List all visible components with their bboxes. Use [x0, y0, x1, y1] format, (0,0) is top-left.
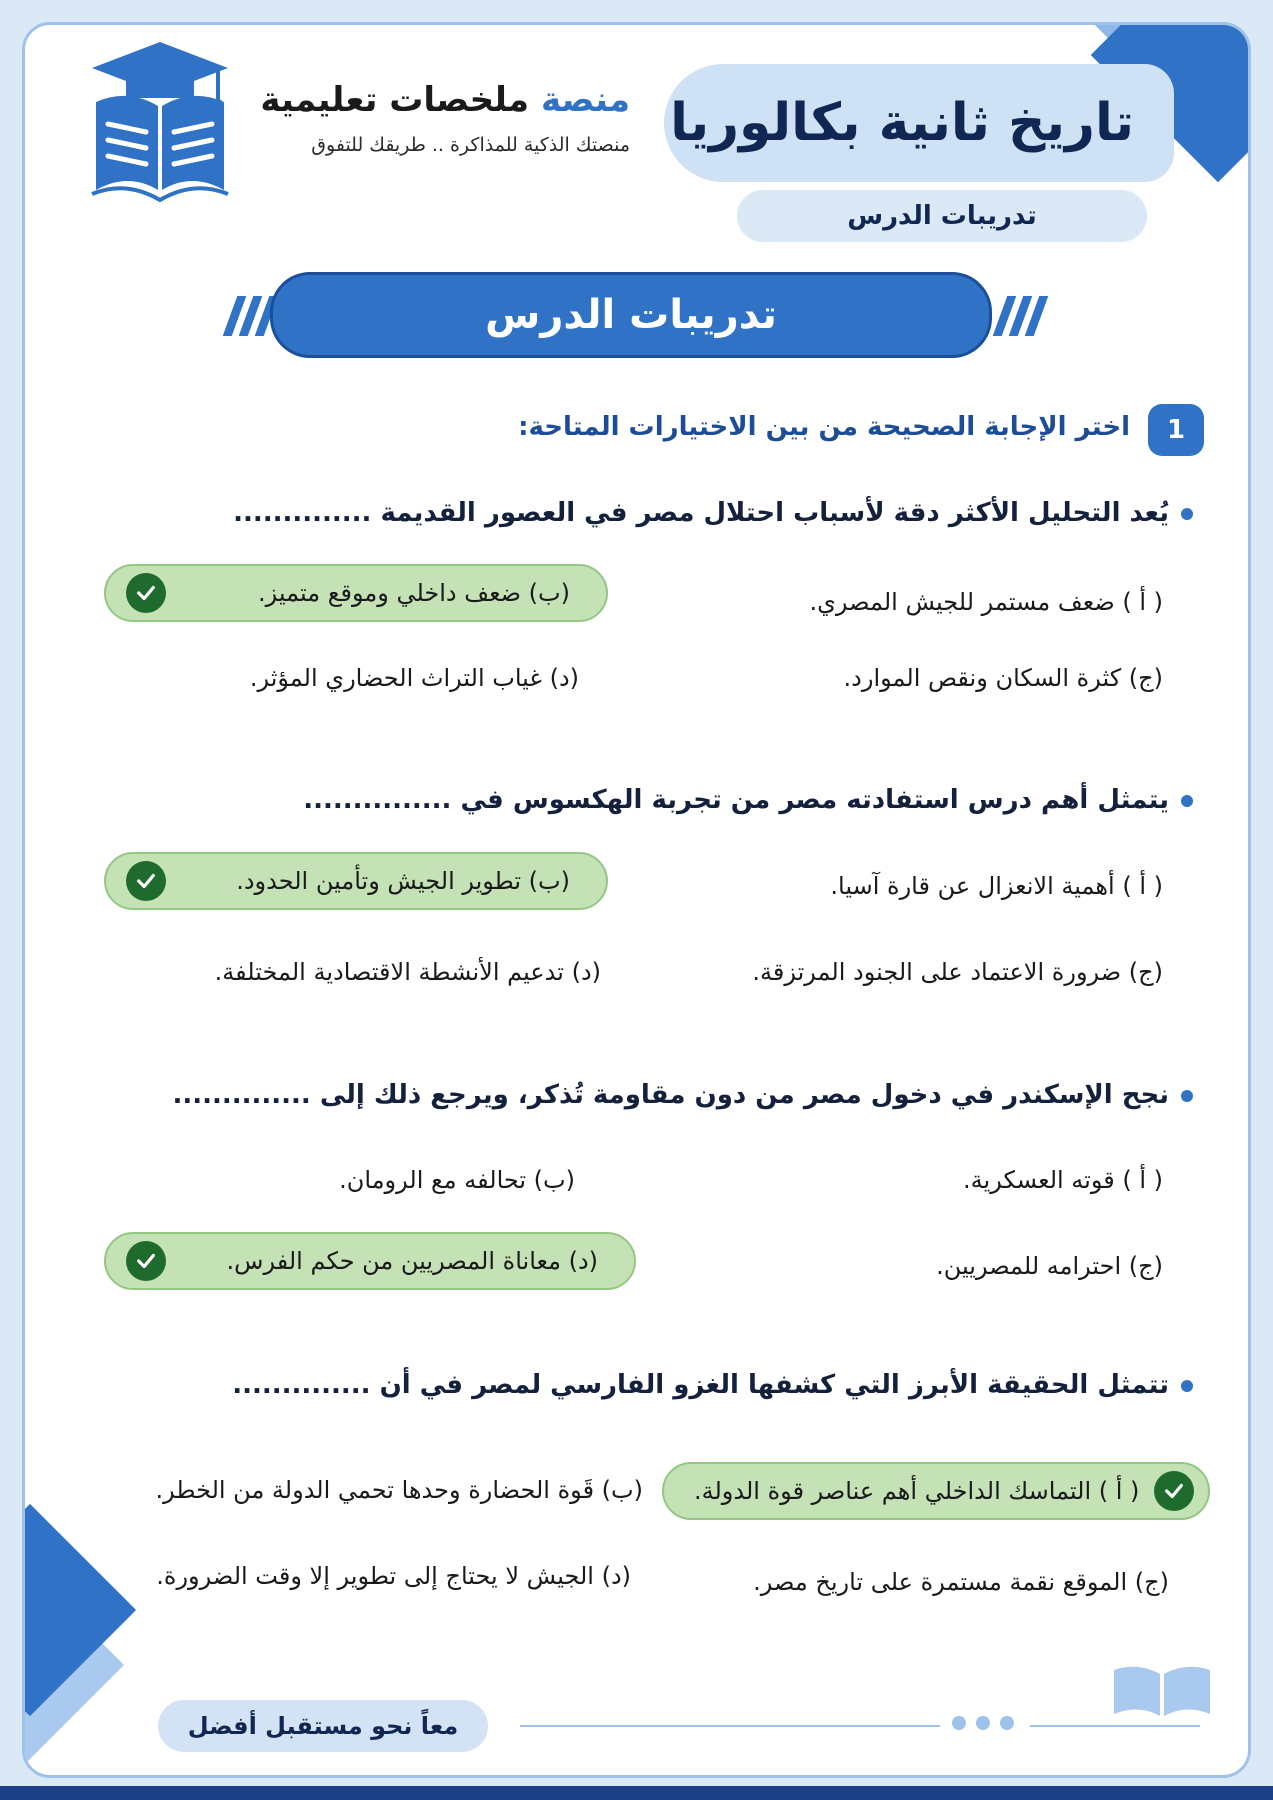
option-b[interactable]: (ب) تحالفه مع الرومان. [339, 1166, 575, 1194]
option-d: (د) معاناة المصريين من حكم الفرس. [226, 1247, 598, 1275]
option-b[interactable]: (ب) قَوة الحضارة وحدها تحمي الدولة من الخطر. [155, 1476, 643, 1504]
open-book-icon [1110, 1664, 1214, 1720]
option-b: (ب) تطوير الجيش وتأمين الحدود. [236, 867, 570, 895]
exercise-instruction: اختر الإجابة الصحيحة من بين الاختيارات المتاحة: [518, 412, 1130, 442]
correct-answer-pill[interactable] [104, 1232, 636, 1290]
check-circle-icon [1154, 1471, 1194, 1511]
option-a[interactable]: ( أ ) ضعف مستمر للجيش المصري. [809, 588, 1163, 616]
option-c[interactable]: (ج) الموقع نقمة مستمرة على تاريخ مصر. [753, 1568, 1169, 1596]
bullet-icon [1181, 508, 1193, 520]
option-a[interactable]: ( أ ) أهمية الانعزال عن قارة آسيا. [830, 872, 1163, 900]
question-2 [303, 785, 1193, 815]
banner-stripes-right [992, 296, 1052, 336]
question-text: يُعد التحليل الأكثر دقة لأسباب احتلال مصر في العصور القديمة .............. [233, 498, 1169, 528]
option-b: (ب) ضعف داخلي وموقع متميز. [258, 579, 570, 607]
question-3 [173, 1080, 1194, 1110]
correct-answer-pill[interactable] [104, 564, 608, 622]
footer-divider [520, 1725, 940, 1727]
footer-slogan-pill [158, 1700, 488, 1752]
question-text: نجح الإسكندر في دخول مصر من دون مقاومة تُذكر، ويرجع ذلك إلى .............. [172, 1080, 1169, 1110]
option-c[interactable]: (ج) احترامه للمصريين. [936, 1252, 1163, 1280]
footer-dots [952, 1716, 1014, 1730]
check-circle-icon [126, 573, 166, 613]
option-d[interactable]: (د) الجيش لا يحتاج إلى تطوير إلا وقت الضرورة. [156, 1562, 631, 1590]
question-text: تتمثل الحقيقة الأبرز التي كشفها الغزو الفارسي لمصر في أن .............. [232, 1370, 1169, 1400]
option-c[interactable]: (ج) كثرة السكان ونقص الموارد. [843, 664, 1163, 692]
brand-tagline: منصتك الذكية للمذاكرة .. طريقك للتفوق [311, 134, 630, 156]
question-1 [233, 498, 1193, 528]
option-a[interactable]: ( أ ) قوته العسكرية. [963, 1166, 1163, 1194]
option-d[interactable]: (د) غياب التراث الحضاري المؤثر. [249, 664, 579, 692]
bullet-icon [1181, 795, 1193, 807]
question-text: يتمثل أهم درس استفادته مصر من تجربة الهكسوس في ............... [303, 785, 1169, 815]
brand-name-rest: ملخصات تعليمية [260, 80, 530, 120]
exercise-number-badge: 1 [1148, 404, 1204, 456]
bottom-bar [0, 1786, 1273, 1800]
bullet-icon [1181, 1380, 1193, 1392]
section-banner [270, 272, 992, 358]
brand-block [250, 80, 630, 156]
page-title: تاريخ ثانية بكالوريا [670, 93, 1134, 153]
brand-name-prefix: منصة [540, 80, 630, 120]
question-4 [232, 1370, 1193, 1400]
footer-slogan: معاً نحو مستقبل أفضل [187, 1712, 459, 1740]
bullet-icon [1181, 1090, 1193, 1102]
graduation-book-icon [90, 40, 230, 202]
page-subtitle: تدريبات الدرس [847, 201, 1037, 231]
option-d[interactable]: (د) تدعيم الأنشطة الاقتصادية المختلفة. [214, 958, 601, 986]
brand-name [250, 80, 630, 120]
option-a: ( أ ) التماسك الداخلي أهم عناصر قوة الدولة. [694, 1477, 1140, 1505]
correct-answer-pill[interactable] [104, 852, 608, 910]
section-title: تدريبات الدرس [485, 292, 777, 338]
header-title-pill [664, 64, 1174, 182]
header-subtitle-pill [737, 190, 1147, 242]
option-c[interactable]: (ج) ضرورة الاعتماد على الجنود المرتزقة. [752, 958, 1163, 986]
footer-divider-right [1030, 1725, 1200, 1727]
check-circle-icon [126, 861, 166, 901]
correct-answer-pill[interactable] [662, 1462, 1210, 1520]
check-circle-icon [126, 1241, 166, 1281]
